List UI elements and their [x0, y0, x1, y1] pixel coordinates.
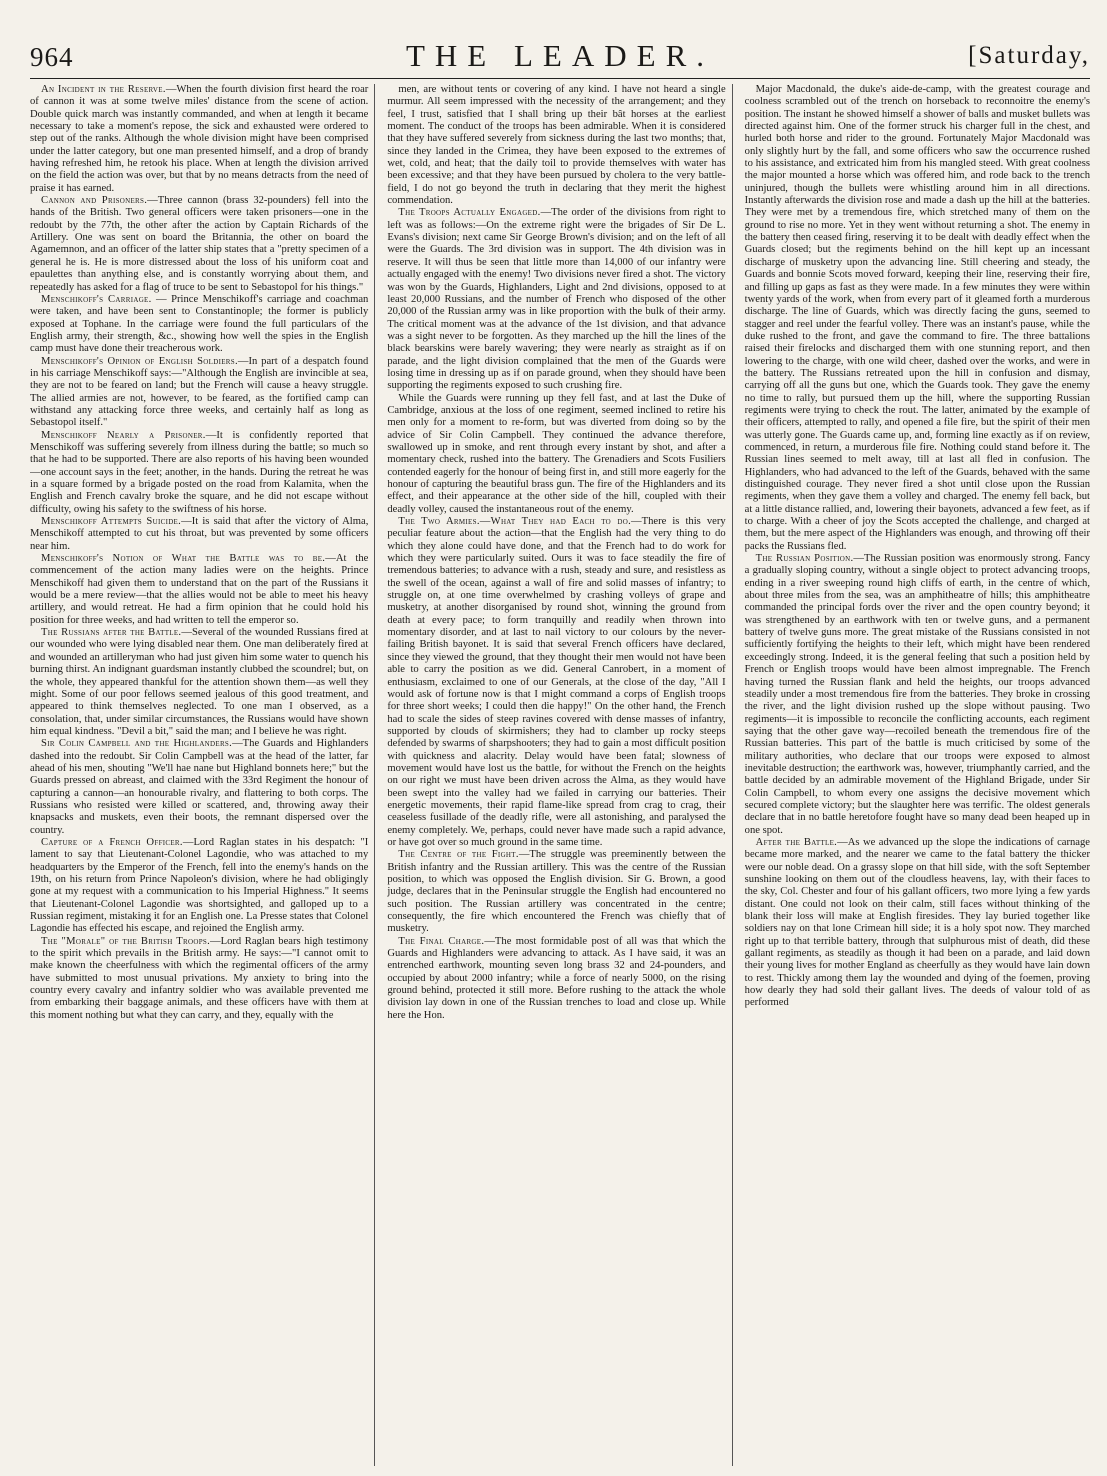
- paragraph-text: —Three cannon (brass 32-pounders) fell into the hands of the British. Two general officers were taken prisoners—one in the redoubt by the 77th, the other after the action by Captain Richards of the Artillery. One was sent on board the Britannia, the other on board the Agamemnon, and an officer of the latter ship states that a "pretty specimen of a general he is. He is more distressed about the loss of his uniform coat and epaulettes than anything else, and is constantly worrying about them, and repeatedly has asked for a flag of truce to be sent to Sebastopol for his things.": [30, 195, 369, 293]
- paragraph-text: men, are without tents or covering of any kind. I have not heard a single murmur. All seem impressed with the necessity of the arrangement; and they feel, I trust, satisfied that I shall bring up their bât horses at the earliest moment. The conduct of the troops has been admirable. When it is considered that they have suffered severely from sickness during the last two months; that, since they landed in the Crimea, they have been exposed to the extremes of wet, cold, and heat; that the daily toil to provide themselves with water has been excessive; and that they have been pursued by cholera to the very battle-field, I do not go beyond the truth in declaring that they merit the highest commendation.: [387, 84, 726, 207]
- paragraph-text: —It is said that after the victory of Alma, Menschikoff attempted to cut his throat, but was prevented by some officers near him.: [30, 516, 369, 552]
- section-heading: Menschikoff Nearly a Prisoner.: [41, 429, 206, 441]
- section-heading: The Two Armies.—What They had Each to do.: [398, 516, 632, 528]
- section-heading: The Centre of the Fight.: [398, 849, 519, 861]
- paragraph-text: —Several of the wounded Russians fired at our wounded who were lying disabled near them. One man deliberately fired at and wounded an artilleryman who had just given him some water to quench his burning thirst. An indignant guardsman instantly clubbed the scoundrel; but, on the whole, they appeared thankful for the attention shown them—as well they might. Some of our poor fellows seemed jealous of this good treatment, and appeared to think themselves neglected. To one man I observed, as a consolation, that, under similar circumstances, the Russians would have shown him equal kindness. "Devil a bit," said the man; and I believe he was right.: [30, 627, 369, 737]
- column-2: [387, 84, 732, 1466]
- section-heading: The Troops Actually Engaged.: [398, 207, 541, 219]
- article-paragraph: [745, 553, 1090, 837]
- section-heading: An Incident in the Reserve.: [41, 84, 166, 95]
- publication-title: THE LEADER.: [405, 38, 715, 73]
- paragraph-text: —The Russian position was enormously strong. Fancy a gradually sloping country, without a single object to protect advancing troops, ending in a river sweeping round high cliffs of earth, in the centre of which, about three miles from the sea, was an amphitheatre of hills; this amphitheatre commanded the principal fords over the river and the open country beyond; it was strengthened by an earthwork with ten or twelve guns, and a permanent battery of twelve guns more. The great mistake of the Russians consisted in not sufficiently fortifying the heights to their left, which might have been rendered exceedingly strong. Indeed, it is the general feeling that such a position held by French or English troops would have been almost impregnable. The French having turned the Russian flank and held the heights, our troops advanced steadily under a most tremendous fire from the batteries. They broke in crossing the river, and the light division rushed up the slope without pausing. Two regiments—it is impossible to reconcile the conflicting accounts, each regiment saying that the other gave way—recoiled beneath the tremendous fire of the Russian batteries. This part of the battle is much criticised by some of the military authorities, who declare that our troops were exposed to almost inevitable destruction; the earthwork was, however, triumphantly carried, and the battle decided by an admirable movement of the Highland Brigade, under Sir Colin Campbell, to whom every one assigns the decisive movement which secured complete victory; but the slaughter here was terrific. The oldest generals declare that in no battle heretofore fought have so many dead been heaped up in one spot.: [744, 553, 1090, 836]
- paragraph-text: —The struggle was preeminently between the British infantry and the Russian artillery. This was the centre of the Russian position, to which was opposed the English division. Sir G. Brown, a good judge, declares that in the Peninsular struggle the English had encountered no such position. The Russian artillery was concentrated in the centre; consequently, the fire which encountered the French was chiefly that of musketry.: [387, 849, 726, 935]
- article-columns: [30, 84, 1090, 1466]
- paragraph-text: —The order of the divisions from right to left was as follows:—On the extreme right were the brigades of Sir De L. Evans's division; next came Sir George Brown's division; and on the left of all were the Guards. The 3rd division was in support. The 4th division was in reserve. It will thus be seen that little more than 14,000 of our infantry were actually engaged with the enemy! Two divisions never fired a shot. The victory was won by the Guards, Highlanders, Light and 2nd divisions, opposed to at least 20,000 Russians, and the number of French who disposed of the other 20,000 of the Russian army was in like proportion with the bulk of their army. The critical moment was at the advance of the 1st division, and that advance was a sight never to be forgotten. As they marched up the hill the lines of the black bearskins were barely wavering; they were nearly as straight as if on parade, and the light division complained that the men of the Guards were losing time in dressing up as if on parade ground, when they should have been supporting the regiments exposed to such crushing fire.: [387, 207, 726, 392]
- section-heading: Cannon and Prisoners.: [41, 195, 148, 207]
- section-heading: The Russians after the Battle.: [41, 627, 182, 639]
- article-paragraph: [30, 430, 368, 516]
- article-paragraph: [387, 849, 725, 935]
- paragraph-text: — Prince Menschikoff's carriage and coachman were taken, and have been sent to Constantinople; the former is publicly exposed at Tophane. In the carriage were found the full particulars of the English army, their strength, &c., showing how well the spies in the English camp must have done their treacherous work.: [30, 293, 369, 355]
- article-paragraph: [30, 356, 368, 430]
- paragraph-text: —When the fourth division first heard the roar of cannon it was at some twelve miles' distance from the scene of action. Double quick march was instantly commanded, and when at length it became necessary to take a moment's repose, the sick and exhausted were ordered to step out of the ranks. Although the whole division might have been comprised under the latter category, but one man presented himself, and a drop of brandy having refreshed him, he retook his place. When at length the division arrived on the field the action was over, but that by no means detracts from the need of praise it has earned.: [30, 84, 369, 194]
- section-heading: The Final Charge.: [398, 935, 485, 947]
- page-number: 964: [30, 42, 74, 72]
- article-paragraph: [387, 207, 725, 392]
- paragraph-text: —At the commencement of the action many ladies were on the heights. Prince Menschikoff had given them to understand that on the part of the Russians it would be a mere review—that the allies would not be able to meet his heavy artillery, and would retreat. He had a firm opinion that he could hold his position for three weeks, and had written to tell the emperor so.: [30, 553, 369, 626]
- section-heading: The "Morale" of the British Troops.: [41, 935, 211, 947]
- article-paragraph: [387, 936, 725, 1022]
- section-heading: Sir Colin Campbell and the Highlanders.: [41, 738, 233, 750]
- article-paragraph: [30, 936, 368, 1022]
- section-heading: Menschikoff's Notion of What the Battle was to be.: [41, 553, 326, 565]
- article-paragraph: [30, 627, 368, 738]
- paragraph-text: —The most formidable post of all was that which the Guards and Highlanders were advancing to attack. As I have said, it was an entrenched earthwork, mounting seven long brass 32 and 24-pounders, and occupied by about 2000 infantry; while a force of nearly 5000, on the rising ground behind, protected it still more. Before rushing to the attack the whole division lay down in one of the Russian trenches to load and close up. While here the Hon.: [387, 935, 726, 1021]
- article-paragraph: [30, 516, 368, 553]
- article-paragraph: [30, 837, 368, 936]
- article-paragraph: [387, 516, 725, 849]
- article-paragraph: [745, 84, 1090, 553]
- issue-date: [Saturday,: [968, 42, 1090, 69]
- section-heading: The Russian Position.: [755, 553, 854, 565]
- paragraph-text: Major Macdonald, the duke's aide-de-camp, with the greatest courage and coolness scrambled out of the trench on horseback to reconnoitre the enemy's position. The instant he showed himself a shower of balls and musket bullets was directed against him. One of the former struck his charger full in the chest, and hurled both horse and rider to the ground. Fortunately Major Macdonald was only slightly hurt by the fall, and some officers who saw the occurrence rushed to his assistance, and extricated him from his mangled steed. With great coolness the major mounted a horse which was offered him, and rode back to the trench uninjured, though the bullets were whistling around him in all directions. Instantly afterwards the division rose and made a dash up the hill at the batteries. They were met by a tremendous fire, which stretched many of them on the ground to rise no more. Yet in they went without returning a shot. The enemy in the battery then ceased firing, reserving it to be dealt with deadly effect when the Guards closed; but the regiments behind on the hill kept up an incessant discharge of musketry upon the advancing line. Still cheering and steady, the Guards and bonnie Scots moved forward, keeping their line, reserving their fire, and filling up gaps as fast as they were made. In a few minutes they were within twenty yards of the work, when from every part of it gleamed forth a murderous discharge. The line of Guards, which was directly facing the guns, seemed to stagger and reel under the fearful volley. There was an instant's pause, while the duke rushed to the front, and gave the command to fire. The three battalions raised their firelocks and discharged them with one stunning report, and then lowering to the charge, with one wild cheer, dashed over the works, and were in the battery. The Russians retreated upon the hill in confusion and dismay, carrying off all the guns but one, which the Guards took. They gave the enemy no time to rally, but pursued them up the hill, where the supporting Russian regiments were trying to check the rout. The latter, animated by the example of their officers, attempted to rally, and opened a file fire, but the spirit of their men was utterly gone. The Guards came up, and, forming line exactly as if on review, commenced, in return, a murderous file fire. Nothing could stand before it. The Russian lines seemed to melt away, till at last all fled in confusion. The Highlanders, who had advanced to the left of the Guards, behaved with the same distinguished courage. They never fired a shot until close upon the Russian regiments, when they gave them a volley and charged. The enemy fell back, but at a little distance rallied, and, lowering their bayonets, advanced a few feet, as if to charge. With a cheer of joy the Scots accepted the challenge, and charged at them, but the mere aspect of the Highlanders was enough, and throwing off their packs the Russians fled.: [744, 84, 1090, 552]
- paragraph-text: While the Guards were running up they fell fast, and at last the Duke of Cambridge, anxious at the loss of one regiment, seemed inclined to retire his men only for a moment to re-form, but was diverted from doing so by the advice of Sir Colin Campbell. They continued the advance therefore, swallowed up in smoke, and rent through every instant by shot, and after a momentary check, rushed into the battery. The Grenadiers and Scots Fusiliers contended eagerly for the honour of being first in, and still more eagerly for the honour of capturing the beautiful brass gun. The fire of the Highlanders and its effect, and their appearance at the other side of the hill, coupled with their deadly volley, caused the instantaneous rout of the enemy.: [387, 392, 726, 515]
- column-3: [745, 84, 1090, 1466]
- article-paragraph: [387, 393, 725, 516]
- masthead: [30, 38, 1090, 79]
- article-paragraph: [745, 837, 1090, 1010]
- article-paragraph: [30, 195, 368, 294]
- paragraph-text: —In part of a despatch found in his carriage Menschikoff says:—"Although the English are invincible at sea, they are not to be feared on land; but the French will cause a heavy struggle. The allied armies are not, however, to be feared, as the fortified camp can withstand any attacking force three weeks, and certainly half as long as Sebastopol itself.": [30, 355, 369, 429]
- column-1: [30, 84, 375, 1466]
- paragraph-text: —There is this very peculiar feature about the action—that the English had the very thing to do which they alone could have done, and that the French had to do work for which they were particularly suited. Ours it was to face steadily the fire of tremendous batteries; to advance with a rush, steady and sure, and resistless as the swell of the ocean, against a wall of fire and solid masses of infantry; to struggle on, at one time overwhelmed by crashing volleys of grape and musketry, at another disorganised by round shot, winning the ground from death at every pace; to form tranquilly and readily when thrown into momentary disorder, and at last to nail victory to our colours by the never-failing British bayonet. It is said that several French officers have declared, since they viewed the ground, that they thought their men would not have been able to carry the position as we did. General Canrobert, in a moment of enthusiasm, exclaimed to one of our Generals, at the close of the day, "All I would ask of fortune now is that I might command a corps of English troops for three short weeks; I could then die happy!" On the other hand, the French had to scale the sides of steep ravines covered with dense masses of infantry, supported by clouds of skirmishers; they had to clamber up rocky steeps defended by swarms of sharpshooters; they had to gain a most difficult position with quickness and alacrity. Delay would have been fatal; slowness of movement would have lost us the battle, for without the French on the heights on our right we must have been driven across the Alma, as they would have been swept into the valley had we failed in carrying our batteries. Their energetic movements, their rapid flame-like spread from crag to crag, their ceaseless fusillade of the deadly rifle, were all astonishing, and paralysed the enemy completely. We, perhaps, could never have made such a rapid advance, or have got over so much ground in the same time.: [387, 516, 726, 848]
- paragraph-text: —The Guards and Highlanders dashed into the redoubt. Sir Colin Campbell was at the head of the latter, far ahead of his men, shouting "We'll hae nane but Highland bonnets here;" but the Guards pressed on abreast, and claimed with the 33rd Regiment the honour of capturing a cannon—an honourable rivalry, and flattering to both corps. The Russians who resisted were killed or scattered, and, throwing away their knapsacks and muskets, even their boots, the remnant dispersed over the country.: [30, 738, 369, 836]
- paragraph-text: —Lord Raglan bears high testimony to the spirit which prevails in the British army. He says:—"I cannot omit to make known the cheerfulness with which the regimental officers of the army have submitted to most unusual privations. My anxiety to bring into the country every cavalry and infantry soldier who was available prevented me from embarking their baggage animals, and these officers have with them at this moment nothing but what they can carry, and they, equally with the: [30, 935, 369, 1021]
- article-paragraph: [30, 553, 368, 627]
- article-paragraph: [30, 294, 368, 356]
- section-heading: Menschikoff's Opinion of English Soldiers.: [41, 355, 238, 367]
- paragraph-text: —As we advanced up the slope the indications of carnage became more marked, and the nearer we came to the fatal battery the thicker were our noble dead. On a grassy slope on that hill side, with the soft September sunshine looking on them out of the cloudless heavens, lay, with their faces to the sky, Col. Chester and four of his gallant officers, two more lying a few yards distant. One could not look on their calm, still faces without thinking of the blank their loss will make at English firesides. They lay buried together like soldiers nay on that lone Crimean hill side; it is a holy spot now. They marched right up to that terrible battery, through that sulphurous mist of death, did these gallant regiments, as steadily as though it had been on a parade, and laid down their young lives for mother England as cheerfully as they would have lain down to rest. Thickly among them lay the wounded and dying of the foemen, proving how dearly they had sold their gallant lives. The deeds of valour told of as performed: [744, 836, 1090, 1009]
- article-paragraph: [30, 84, 368, 195]
- article-paragraph: [30, 738, 368, 837]
- section-heading: Menschikoff Attempts Suicide.: [41, 516, 182, 528]
- article-paragraph: [387, 84, 725, 207]
- section-heading: After the Battle.: [755, 836, 838, 848]
- paragraph-text: —Lord Raglan states in his despatch: "I lament to say that Lieutenant-Colonel Lagondie, who was attached to my headquarters by the Emperor of the French, fell into the enemy's hands on the 19th, on his return from Prince Napoleon's division, where he had obligingly gone at my request with a communication to his Imperial Highness." It seems that Lieutenant-Colonel Lagondie was shortsighted, and galloped up to a Russian regiment, mistaking it for an English one. La Presse states that Colonel Lagondie has effected his escape, and rejoined the English army.: [30, 836, 369, 935]
- section-heading: Capture of a French Officer.: [41, 836, 183, 848]
- section-heading: Menschikoff's Carriage.: [41, 293, 152, 305]
- paragraph-text: —It is confidently reported that Menschikoff was suffering severely from illness during the battle; so much so that he had to be supported. There are also reports of his having been wounded—one account says in the feet; another, in the hands. During the retreat he was in a square formed by a brigade posted on the road from Kalamita, when the English and French cavalry broke the square, and he did not escape without difficulty, owing his safety to the swiftness of his horse.: [30, 429, 369, 515]
